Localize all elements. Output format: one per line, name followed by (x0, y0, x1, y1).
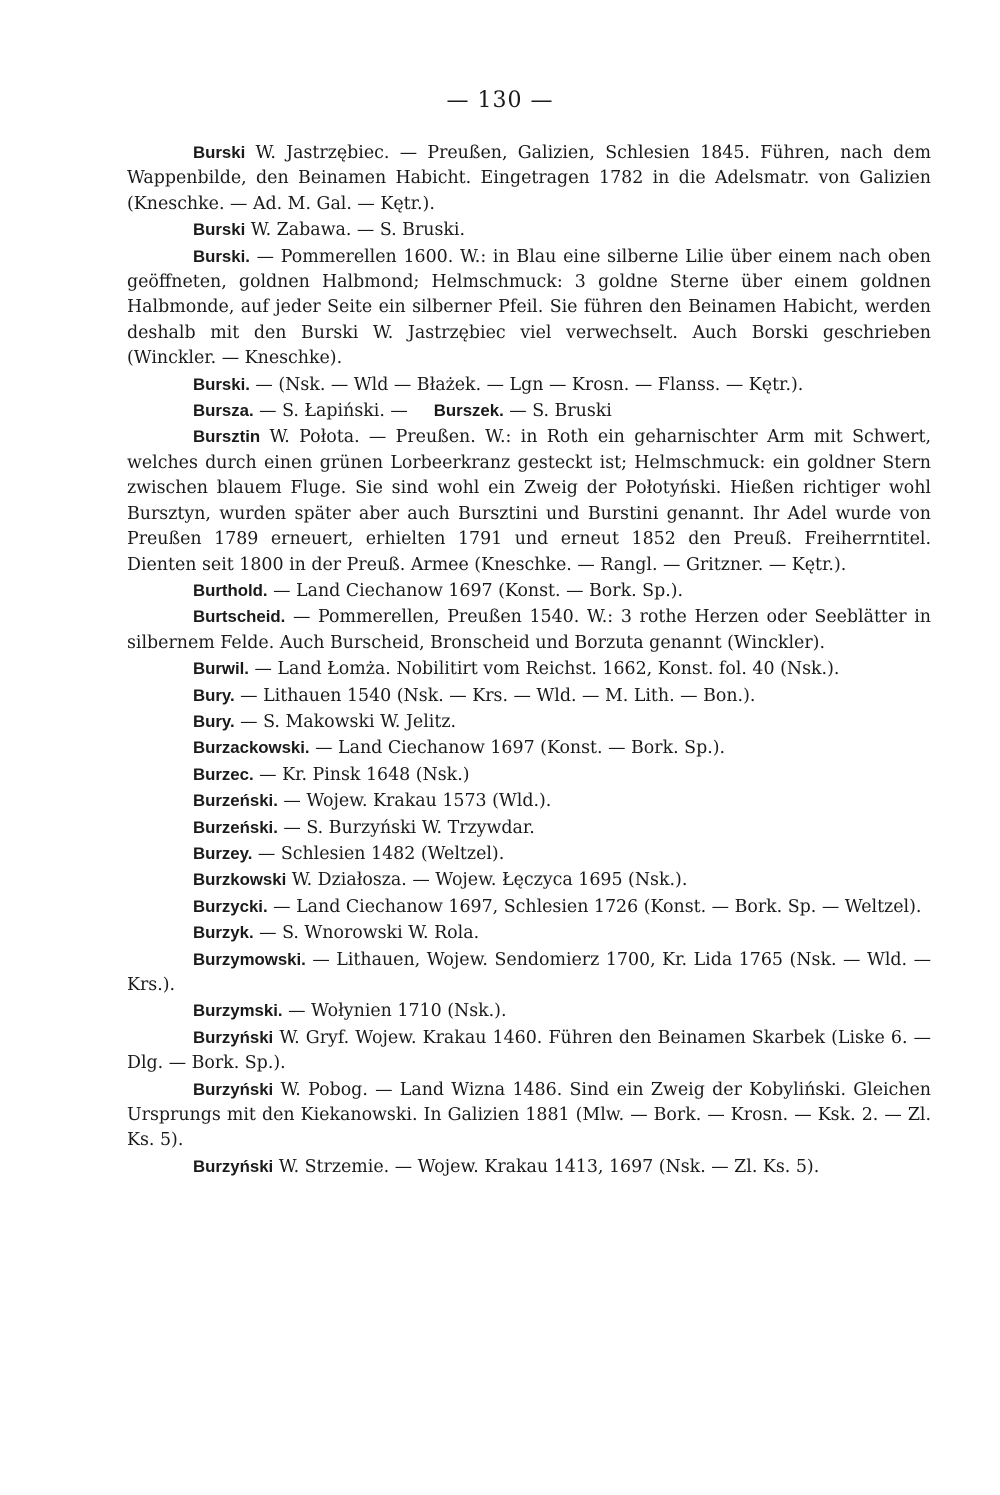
entry-headword: Burszek. (433, 401, 504, 421)
entry-paragraph (127, 998, 931, 1024)
entry-headword: Burzyński (193, 1156, 274, 1176)
entry-paragraph (127, 788, 931, 814)
entry-text: W. Strzemie. — Wojew. Krakau 1413, 1697 (Nsk. — Zl. Ks. 5). (273, 1156, 820, 1177)
entry-text: W. Pobog. — Land Wizna 1486. Sind ein Zweig der Kobyliński. Gleichen Ursprungs mit den Kiekanowski. In Galizien 1881 (Mlw. — Bork. — Krosn. — Ksk. 2. — Zl. Ks. 5). (127, 1079, 931, 1151)
entry-paragraph (127, 683, 931, 709)
entry-text: — Land Łomża. Nobilitirt vom Reichst. 1662, Konst. fol. 40 (Nsk.). (248, 659, 840, 680)
entry-text: — Pommerellen, Preußen 1540. W.: 3 rothe Herzen oder Seeblätter in silbernem Felde. Auch Burscheid, Bronscheid und Borzuta genannt (Winckler). (127, 607, 931, 653)
entry-paragraph (127, 1025, 931, 1077)
entry-headword: Burski. (193, 246, 250, 266)
entry-headword: Burzey. (193, 843, 253, 863)
entry-paragraph (127, 372, 931, 398)
entry-paragraph (127, 894, 931, 920)
entry-paragraph (127, 424, 931, 577)
entry-text: — Schlesien 1482 (Weltzel). (252, 843, 505, 864)
entry-headword: Burzackowski. (193, 738, 310, 758)
entry-headword: Bursza. (193, 401, 254, 421)
entry-headword: Burzymowski. (193, 949, 306, 969)
entry-text: W. Gryf. Wojew. Krakau 1460. Führen den Beinamen Skarbek (Liske 6. — Dlg. — Bork. Sp.). (127, 1027, 931, 1074)
entry-text: — Wołynien 1710 (Nsk.). (282, 1001, 507, 1022)
entry-headword: Burtscheid. (193, 607, 286, 627)
entry-paragraph (127, 1077, 931, 1154)
entry-headword: Bursztin (193, 427, 261, 447)
entry-text: W. Połota. — Preußen. W.: in Roth ein geharnischter Arm mit Schwert, welches durch einen grünen Lorbeerkranz gesteckt ist; Helmschmuck: ein goldner Stern zwischen blauem Fluge. Sie sind wohl ein Zweig der Połotyński. Hießen richtiger wohl Bursztyn, wurden später aber auch Bursztini und Burstini genannt. Ihr Adel wurde von Preußen 1789 erneuert, erhielten 1791 und erneut 1852 den Preuß. Freiherrntitel. Dienten seit 1800 in der Preuß. Armee (Kneschke. — Rangl. — Gritzner. — Kętr.). (127, 427, 931, 575)
entry-text: — Wojew. Krakau 1573 (Wld.). (277, 791, 552, 812)
entry-text: — Pommerellen 1600. W.: in Blau eine silberne Lilie über einem nach oben geöffneten, goldnen Halbmond; Helmschmuck: 3 goldne Sterne über einem goldnen Halbmonde, auf jeder Seite ein silberner Pfeil. Sie führen den Beinamen Habicht, werden deshalb mit den Burski W. Jastrzębiec viel verwechselt. Auch Borski geschrieben (Winckler. — Kneschke). (127, 246, 931, 369)
entry-paragraph (127, 140, 931, 217)
entry-headword: Bury. (193, 685, 235, 705)
entry-list (127, 140, 931, 1180)
entry-paragraph (127, 762, 931, 788)
entry-headword: Burzyk. (193, 923, 254, 943)
entry-paragraph (127, 578, 931, 604)
entry-text: — (Nsk. — Wld — Błażek. — Lgn — Krosn. — Flanss. — Kętr.). (249, 374, 804, 395)
entry-paragraph (127, 604, 931, 656)
entry-paragraph (127, 1154, 931, 1180)
entry-headword: Burzycki. (193, 896, 268, 916)
entry-headword: Burski (193, 220, 246, 240)
entry-text: — Lithauen, Wojew. Sendomierz 1700, Kr. Lida 1765 (Nsk. — Wld. — Krs.). (127, 949, 931, 995)
entry-headword: Burzeński. (193, 817, 278, 837)
entry-headword: Burzec. (193, 764, 254, 784)
entry-text: — Lithauen 1540 (Nsk. — Krs. — Wld. — M. Lith. — Bon.). (234, 685, 756, 706)
entry-text: — Land Ciechanow 1697, Schlesien 1726 (Konst. — Bork. Sp. — Weltzel). (267, 896, 922, 917)
entry-paragraph (127, 735, 931, 761)
entry-paragraph (127, 217, 931, 243)
entry-paragraph (127, 867, 931, 893)
entry-text: W. Zabawa. — S. Bruski. (245, 220, 466, 241)
entry-headword: Burski (193, 143, 246, 162)
entry-headword: Burzymski. (193, 1001, 283, 1021)
entry-paragraph (127, 398, 931, 424)
page-number: — 130 — (446, 88, 554, 113)
entry-paragraph (127, 815, 931, 841)
entry-paragraph (127, 920, 931, 946)
entry-text: — S. Makowski W. Jelitz. (234, 711, 457, 732)
entry-text: — Land Ciechanow 1697 (Konst. — Bork. Sp.). (309, 738, 726, 759)
entry-text: W. Działosza. — Wojew. Łęczyca 1695 (Nsk.). (286, 870, 688, 891)
entry-headword: Burzkowski (193, 870, 287, 890)
entry-headword: Bury. (193, 711, 235, 731)
entry-headword: Burzyński (193, 1079, 274, 1099)
entry-text: — S. Wnorowski W. Rola. (253, 923, 480, 944)
entry-paragraph (127, 244, 931, 372)
entry-headword: Burzyński (193, 1027, 274, 1047)
entry-headword: Burwil. (193, 659, 249, 679)
entry-paragraph (127, 656, 931, 682)
entry-headword: Burski. (193, 374, 250, 394)
entry-text: — S. Bruski (503, 401, 612, 422)
entry-text: — S. Burzyński W. Trzywdar. (277, 817, 535, 838)
entry-text: — S. Łapiński. — (253, 401, 408, 422)
entry-paragraph (127, 947, 931, 999)
entry-paragraph (127, 709, 931, 735)
entry-headword: Burzeński. (193, 791, 278, 811)
entry-text: — Land Ciechanow 1697 (Konst. — Bork. Sp.). (267, 580, 684, 601)
entry-text: — Kr. Pinsk 1648 (Nsk.) (253, 764, 470, 785)
entry-headword: Burthold. (193, 580, 268, 600)
entry-paragraph (127, 841, 931, 867)
entry-text: W. Jastrzębiec. — Preußen, Galizien, Schlesien 1845. Führen, nach dem Wappenbilde, den Beinamen Habicht. Eingetragen 1782 in die Adelsmatr. von Galizien (Kneschke. — Ad. M. Gal. — Kętr.). (127, 143, 931, 214)
